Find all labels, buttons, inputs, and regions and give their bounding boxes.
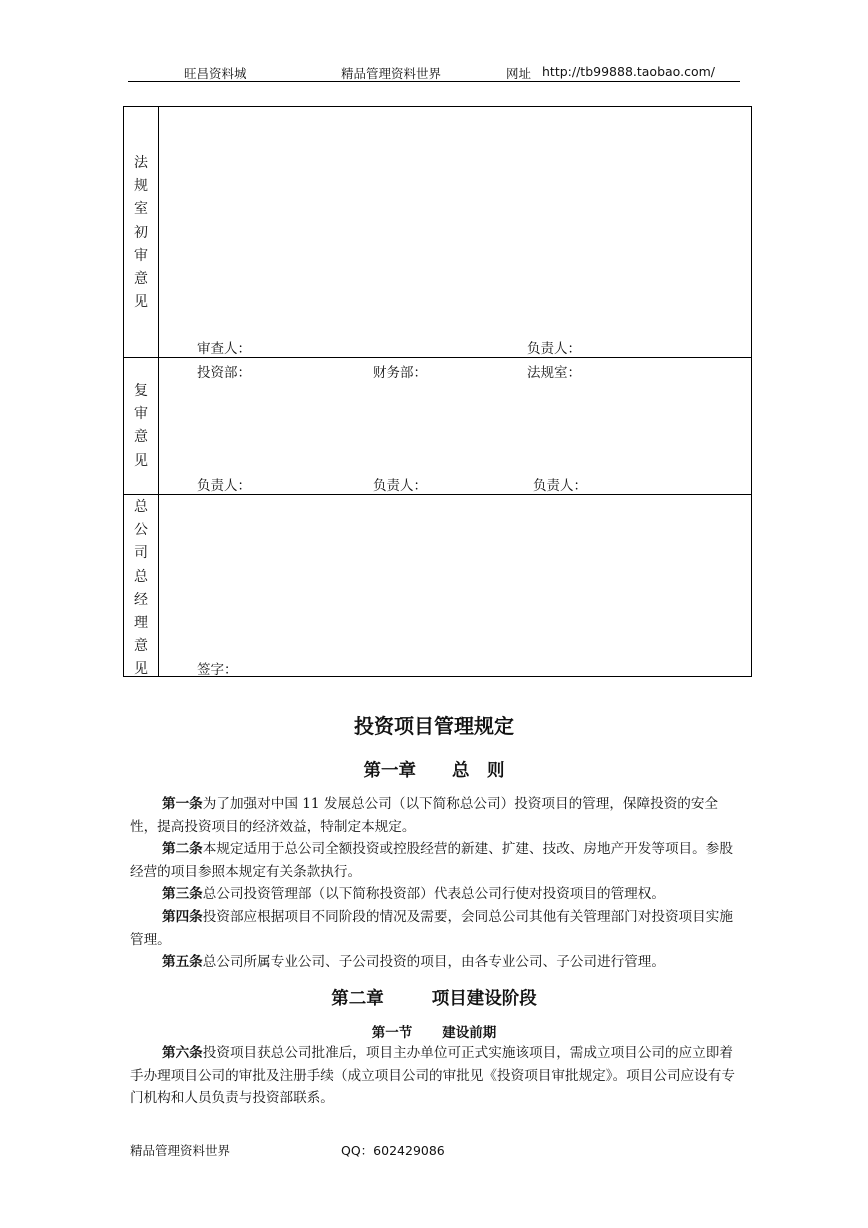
chapter1-name: 总 则 [452, 761, 505, 781]
investment-responsible-label: 负责人： [197, 478, 251, 494]
document-title: 投资项目管理规定 [354, 714, 514, 738]
chapter2-title [0, 985, 868, 1010]
header-url-label: 网址 [506, 66, 532, 81]
footer-qq: QQ：602429086 [341, 1143, 445, 1158]
responsible-label: 负责人： [527, 341, 581, 357]
row3-label: 总 公 司 总 经 理 意 见 [134, 499, 148, 678]
investment-dept-label: 投资部： [197, 365, 251, 381]
header-site2: 精品管理资料世界 [341, 66, 442, 81]
section1-number: 第一节 [371, 1025, 413, 1041]
chapter1-title [0, 757, 868, 782]
form-label-column-divider [158, 107, 159, 676]
header-url[interactable]: http://tb99888.taobao.com/ [542, 64, 715, 79]
legal-responsible-label: 负责人： [533, 478, 587, 494]
header-divider [128, 81, 740, 82]
section1-name: 建设前期 [442, 1025, 497, 1041]
article-6: 第六条投资项目获总公司批准后，项目主办单位可正式实施该项目，需成立项目公司的应立即着手办理项目公司的审批及注册手续（成立项目公司的审批见《投资项目审批规定》。项目公司应设有专门机构和人员负责与投资部联系。 [130, 1045, 735, 1106]
article-5: 第五条总公司所属专业公司、子公司投资的项目，由各专业公司、子公司进行管理。 [162, 954, 665, 970]
row2-label: 复 审 意 见 [134, 383, 148, 469]
form-row-divider [124, 494, 751, 495]
row1-label: 法 规 室 初 审 意 见 [134, 155, 148, 311]
header-site1: 旺昌资料城 [184, 66, 247, 81]
reviewer-label: 审查人： [197, 341, 251, 357]
signature-label: 签字： [197, 662, 238, 678]
article-4: 第四条投资部应根据项目不同阶段的情况及需要，会同总公司其他有关管理部门对投资项目实施管理。 [130, 909, 733, 948]
approval-form-table [123, 106, 752, 677]
chapter2-name: 项目建设阶段 [431, 989, 537, 1009]
section1-title [0, 1021, 868, 1041]
article-2: 第二条本规定适用于总公司全额投资或控股经营的新建、扩建、技改、房地产开发等项目。参股经营的项目参照本规定有关条款执行。 [130, 841, 733, 880]
article-1: 第一条为了加强对中国 11 发展总公司（以下简称总公司）投资项目的管理，保障投资的安全性，提高投资项目的经济效益，特制定本规定。 [130, 796, 719, 835]
article-3: 第三条总公司投资管理部（以下简称投资部）代表总公司行使对投资项目的管理权。 [162, 886, 665, 902]
finance-responsible-label: 负责人： [373, 478, 427, 494]
footer-site: 精品管理资料世界 [130, 1143, 231, 1158]
chapter2-number: 第二章 [331, 989, 384, 1009]
legal-office-label: 法规室： [527, 365, 581, 381]
finance-dept-label: 财务部： [373, 365, 427, 381]
chapter1-number: 第一章 [363, 761, 416, 781]
form-row-divider [124, 357, 751, 358]
